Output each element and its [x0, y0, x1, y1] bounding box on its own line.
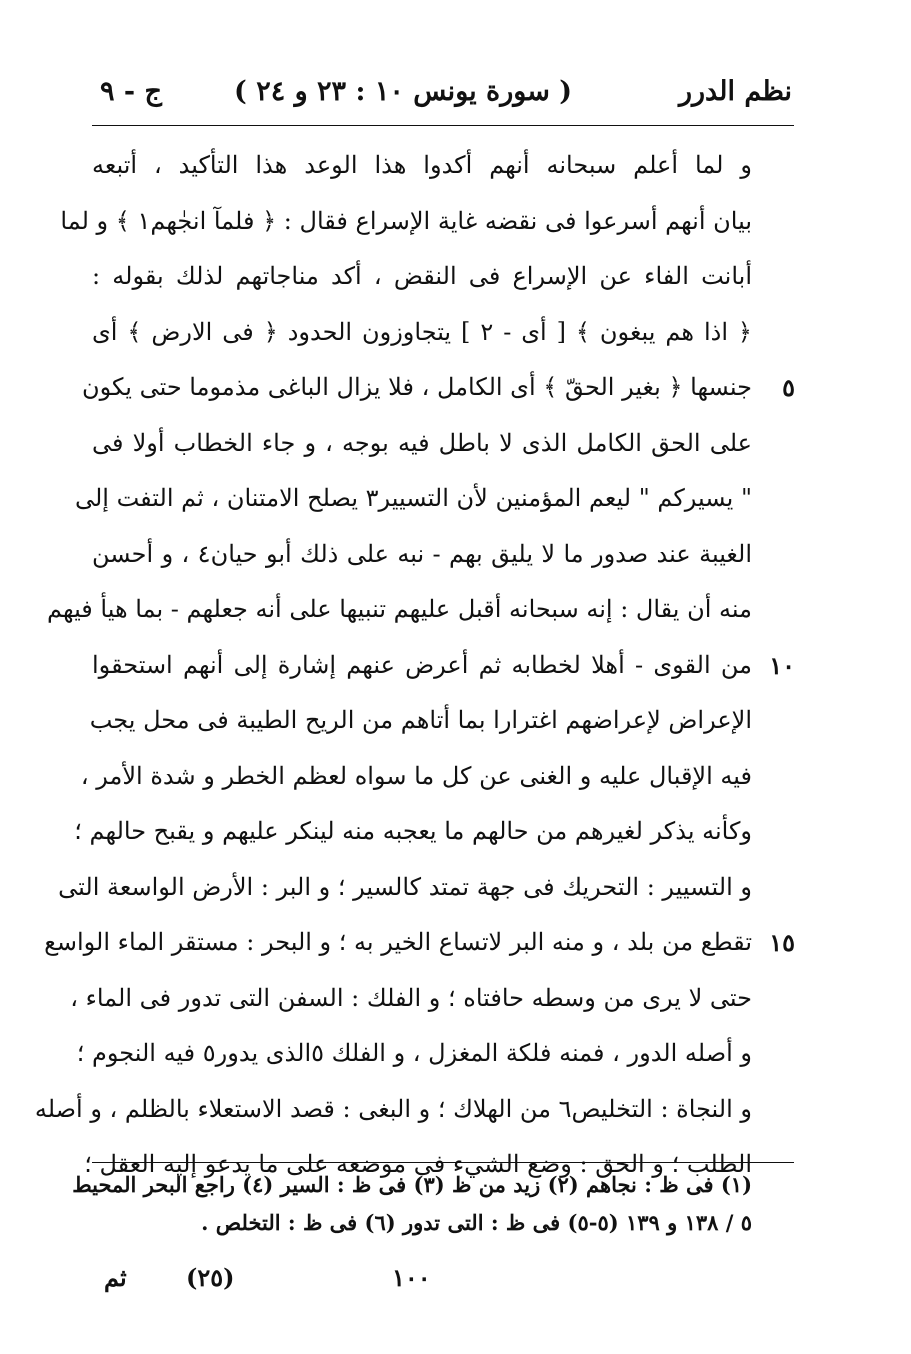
footnote-divider	[92, 1162, 794, 1163]
footnote-line: ٥ / ١٣٨ و ١٣٩ (٥-٥) فى ظ : التى تدور (٦) فى ظ : التخلص .	[201, 1210, 752, 1235]
main-text	[34, 138, 752, 1193]
text-line: " يسيركم " ليعم المؤمنين لأن التسيير٣ يصلح الامتنان ، ثم التفت إلى	[74, 484, 752, 512]
text-line: و لما أعلم سبحانه أنهم أكدوا هذا الوعد هذا التأكيد ، أتبعه	[92, 151, 752, 179]
text-line: ﴿ اذا هم يبغون ﴾ [ أى - ٢ ] يتجاوزون الحدود ﴿ فى الارض ﴾ أى	[92, 317, 752, 346]
text-line: وكأنه يذكر لغيرهم من حالهم ما يعجبه منه لينكر عليهم و يقبح حالهم ؛	[74, 817, 752, 845]
volume-number: ج - ٩	[100, 76, 162, 107]
running-header	[92, 72, 792, 112]
signature-mark: (٢٥)	[186, 1263, 235, 1292]
page-number: ١٠٠	[392, 1263, 431, 1292]
text-line: جنسها ﴿ بغير الحقّ ﴾ أى الكامل ، فلا يزال الباغى مذموما حتى يكون	[82, 373, 752, 401]
sura-reference: ( سورة يونس ١٠ : ٢٣ و ٢٤ )	[234, 76, 572, 107]
text-line: أبانت الفاء عن الإسراع فى النقض ، أكد مناجاتهم لذلك بقوله :	[92, 262, 752, 290]
catchword: ثم	[104, 1263, 127, 1292]
text-line: بيان أنهم أسرعوا فى نقضه غاية الإسراع فقال : ﴿ فلمآ انجٰهم١ ﴾ و لما	[60, 206, 752, 235]
text-line: منه أن يقال : إنه سبحانه أقبل عليهم تنبيها على أنه جعلهم - بما هيأ فيهم	[47, 595, 752, 623]
text-line: حتى لا يرى من وسطه حافتاه ؛ و الفلك : السفن التى تدور فى الماء ،	[70, 983, 752, 1012]
line-number-marker: ١٥	[769, 928, 795, 957]
text-line: فيه الإقبال عليه و الغنى عن كل ما سواه لعظم الخطر و شدة الأمر ،	[80, 761, 752, 790]
text-line: الغيبة عند صدور ما لا يليق بهم - نبه على ذلك أبو حيان٤ ، و أحسن	[92, 539, 752, 568]
text-line: الطلب ؛ و الحق : وضع الشيء فى موضعه على ما يدعو إليه العقل ؛	[84, 1150, 752, 1178]
header-divider	[92, 125, 794, 126]
text-line: و التسيير : التحريك فى جهة تمتد كالسير ؛ و البر : الأرض الواسعة التى	[58, 872, 752, 901]
line-number-marker: ٥	[782, 373, 795, 402]
footnote-line: (١) فى ظ : نجاهم (٢) زيد من ظ (٣) فى ظ : السير (٤) راجع البحر المحيط	[72, 1172, 752, 1197]
text-line: و أصله الدور ، فمنه فلكة المغزل ، و الفلك ٥الذى يدور٥ فيه النجوم ؛	[76, 1039, 752, 1067]
book-title: نظم الدرر	[678, 76, 792, 107]
text-line: تقطع من بلد ، و منه البر لاتساع الخير به ؛ و البحر : مستقر الماء الواسع	[44, 928, 752, 956]
line-number-marker: ١٠	[769, 651, 795, 680]
text-line: على الحق الكامل الذى لا باطل فيه بوجه ، و جاء الخطاب أولا فى	[92, 428, 752, 457]
footnotes	[72, 1166, 752, 1242]
text-line: من القوى - أهلا لخطابه ثم أعرض عنهم إشارة إلى أنهم استحقوا	[92, 650, 752, 679]
text-line: و النجاة : التخليص٦ من الهلاك ؛ و البغى : قصد الاستعلاء بالظلم ، و أصله	[34, 1094, 752, 1123]
text-line: الإعراض لإعراضهم اغترارا بما أتاهم من الريح الطيبة فى محل يجب	[89, 706, 752, 734]
